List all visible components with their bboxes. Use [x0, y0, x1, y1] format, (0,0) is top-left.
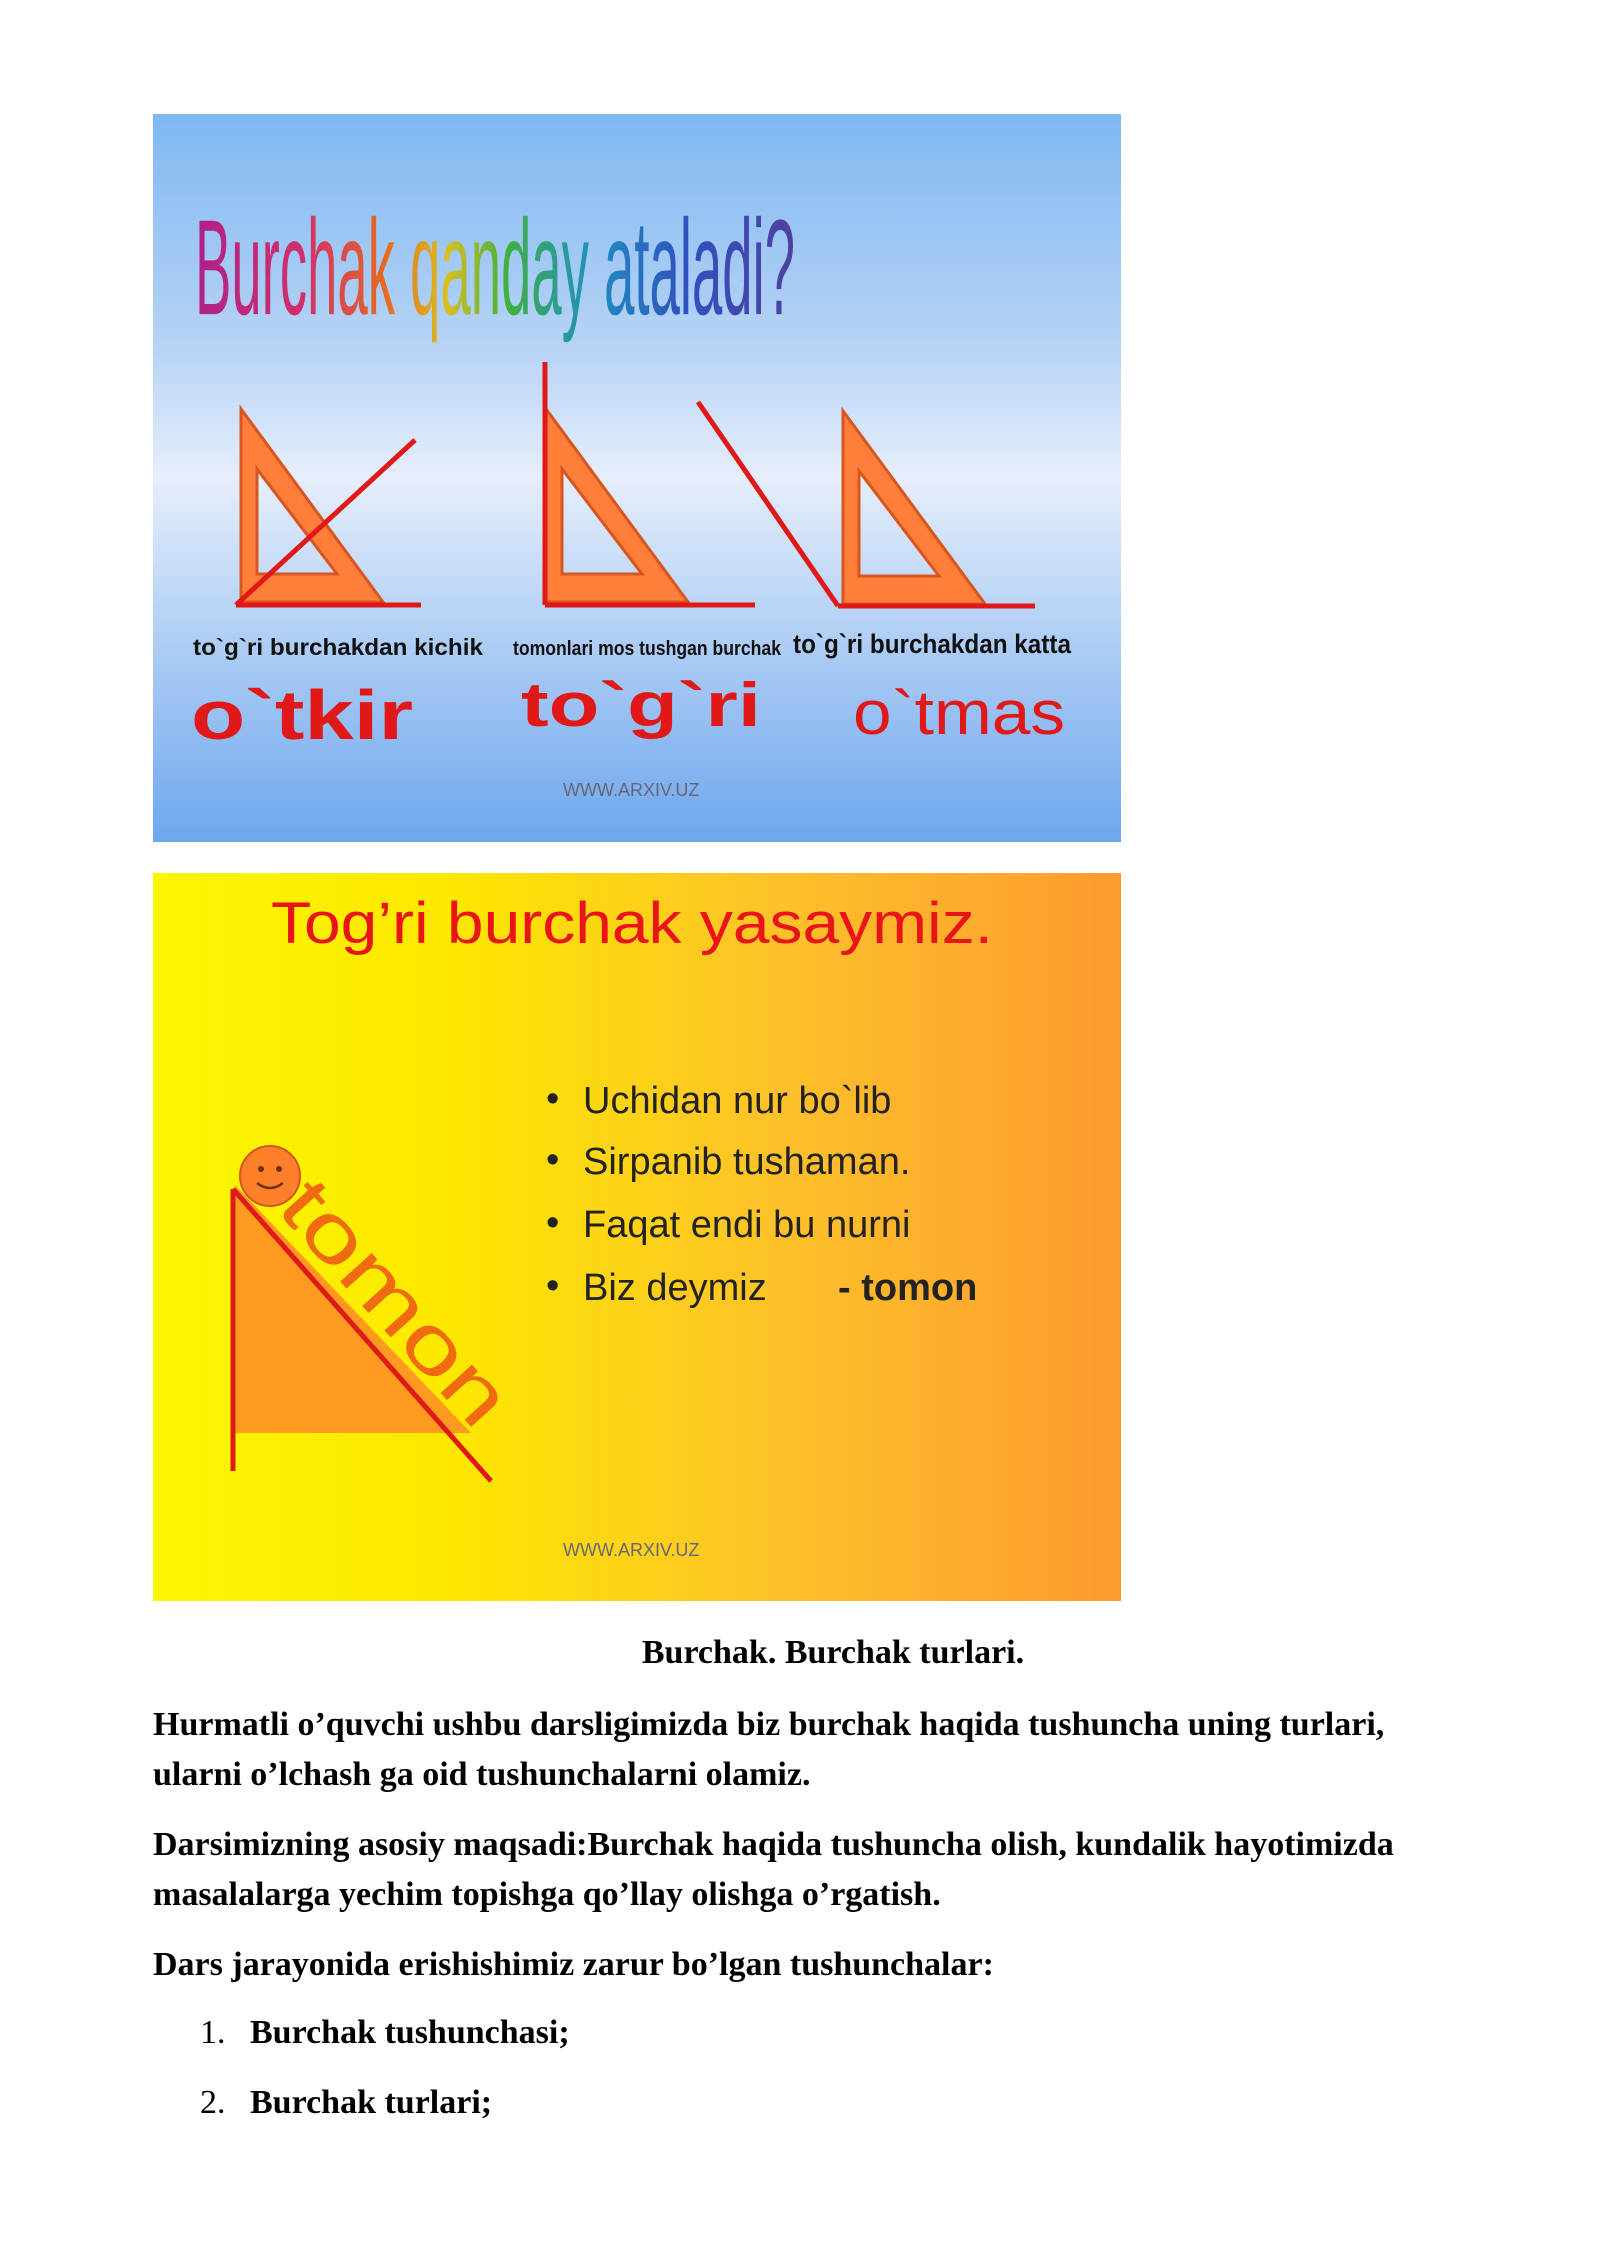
bullet-dot: •	[546, 1078, 560, 1120]
slide-title: Tog’ri burchak yasaymiz.	[271, 891, 993, 956]
bullet-emphasis: - tomon	[838, 1267, 978, 1309]
caption-big-right: to`g`ri	[521, 671, 761, 740]
list-item	[200, 2008, 570, 2058]
side-label: tomon	[262, 1160, 478, 1386]
bullet-item: Faqat endi bu nurni	[583, 1204, 911, 1246]
list-number: 1.	[200, 2014, 226, 2051]
caption-big-obtuse: o`tmas	[853, 679, 1065, 748]
bullet-list	[546, 1078, 977, 1309]
slide-angle-types	[153, 114, 1121, 842]
list-item	[200, 2078, 570, 2128]
slide-right-angle	[153, 873, 1121, 1601]
caption-small-obtuse: to`g`ri burchakdan katta	[793, 629, 1072, 659]
paragraph-concepts: Dars jarayonida erishishimiz zarur bo’lgan tushunchalar:	[153, 1946, 994, 1983]
list-text: Burchak turlari;	[250, 2084, 493, 2121]
set-square-acute	[236, 409, 421, 605]
bullet-item: Sirpanib tushaman.	[583, 1141, 911, 1183]
caption-small-right: tomonlari mos tushgan burchak	[513, 638, 782, 660]
slide-right-angle-graphic	[153, 873, 1121, 1601]
slide-title: Burchak qanday ataladi?	[195, 191, 795, 343]
right-triangle-figure	[233, 1146, 529, 1481]
bullet-item: Uchidan nur bo`lib	[583, 1080, 892, 1122]
bullet-dot: •	[546, 1202, 560, 1244]
bullet-dot: •	[546, 1139, 560, 1181]
watermark: WWW.ARXIV.UZ	[563, 1540, 700, 1560]
set-square-right	[545, 362, 755, 605]
bullet-dot: •	[546, 1265, 560, 1307]
concept-list	[200, 2008, 570, 2148]
caption-small-acute: to`g`ri burchakdan kichik	[193, 634, 484, 660]
caption-big-acute: o`tkir	[191, 676, 413, 754]
bullet-item: Biz deymiz	[583, 1267, 767, 1309]
paragraph-goal: Darsimizning asosiy maqsadi:Burchak haqida tushuncha olish, kundalik hayotimizda masalalarga yechim topishga qo’llay olishga o’rgatish.	[153, 1826, 1394, 1913]
paragraph-intro: Hurmatli o’quvchi ushbu darsligimizda biz burchak haqida tushuncha uning turlari, ularni o’lchash ga oid tushunchalarni olamiz.	[153, 1706, 1385, 1793]
document-title: Burchak. Burchak turlari.	[641, 1634, 1025, 1671]
set-square-obtuse	[698, 402, 1035, 606]
list-number: 2.	[200, 2084, 226, 2121]
list-text: Burchak tushunchasi;	[250, 2014, 570, 2051]
slide-angle-types-graphic	[153, 114, 1121, 842]
watermark: WWW.ARXIV.UZ	[563, 780, 700, 800]
